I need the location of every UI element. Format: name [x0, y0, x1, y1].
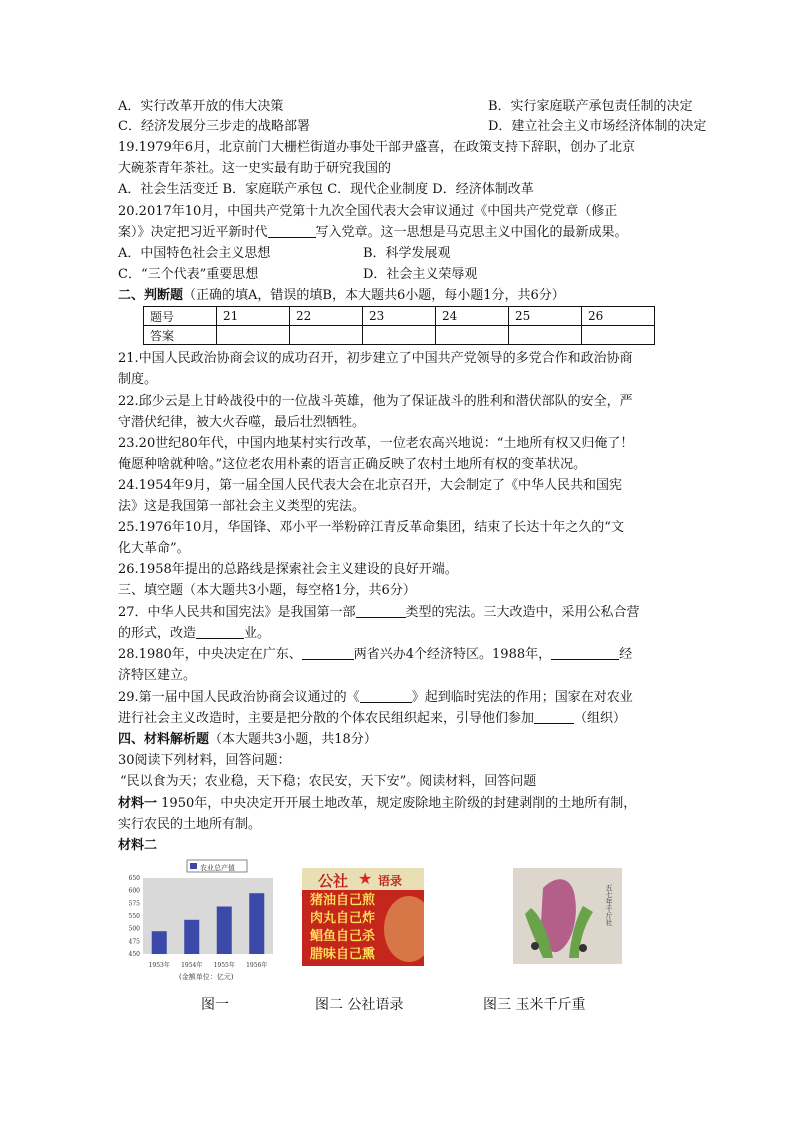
table-cell: 22	[290, 307, 363, 326]
legend-swatch	[190, 863, 197, 869]
q20-text-pre: 案）》决定把习近平新时代	[118, 225, 268, 240]
blank	[534, 710, 574, 724]
commune-poster-image	[302, 868, 424, 966]
x-axis-labels	[149, 961, 268, 969]
answer-cell[interactable]	[217, 326, 290, 345]
q27-text-pre: 27．中华人民共和国宪法》是我国第一部	[118, 605, 356, 620]
y-tick-label: 600	[128, 887, 140, 895]
option-d: D．建立社会主义市场经济体制的决定	[488, 119, 707, 134]
option-d: D．社会主义荣辱观	[363, 267, 478, 282]
answer-cell[interactable]	[509, 326, 582, 345]
blank	[551, 646, 619, 660]
poster-line: 猪油自己煎	[310, 893, 376, 908]
q21-line2: 制度。	[118, 372, 158, 387]
q18-options-row2	[118, 117, 707, 136]
section-title: 四、材料解析题	[118, 732, 210, 747]
bar	[184, 920, 199, 954]
q28-line2: 济特区建立。	[118, 668, 197, 683]
q28-text-mid: 两省兴办4个经济特区。1988年，	[353, 647, 552, 662]
q24-line2: 法》这是我国第一部社会主义类型的宪法。	[118, 499, 366, 514]
q29-text-post: （组织）	[574, 711, 627, 726]
q26-line: 26.1958年提出的总路线是探索社会主义建设的良好开端。	[118, 562, 458, 577]
q27-text-post: 类型的宪法。三大改造中，采用公私合营	[405, 605, 640, 620]
bar	[152, 931, 167, 954]
q24-line1: 24.1954年9月，第一届全国人民代表大会在北京召开，大会制定了《中华人民共和国宪	[118, 478, 623, 493]
q23-line2: 俺愿种啥就种啥。”这位老农用朴素的语言正确反映了农村土地所有权的变革状况。	[118, 457, 587, 472]
q27-text-pre: 的形式，改造	[118, 626, 197, 641]
table-row	[144, 307, 655, 326]
table-cell: 21	[217, 307, 290, 326]
q20-line1: 20.2017年10月，中国共产党第十九次全国代表大会审议通过《中国共产党党章（修正	[118, 204, 618, 219]
poster-line: 鲳鱼自己杀	[310, 929, 376, 944]
q20-line2	[118, 223, 628, 242]
option-c: C．经济发展分三步走的战略部署	[118, 119, 310, 134]
q22-line2: 守潜伏纪律，被大火吞噬，最后壮烈牺牲。	[118, 415, 366, 430]
q21-line1: 21.中国人民政治协商会议的成功召开，初步建立了中国共产党领导的多党合作和政治协商	[118, 351, 633, 366]
section-note: （本大题共3小题，共18分）	[209, 732, 377, 747]
blank	[196, 625, 244, 639]
answer-cell[interactable]	[290, 326, 363, 345]
option-b: B．实行家庭联产承包责任制的决定	[488, 99, 693, 114]
q27-line2	[118, 624, 270, 643]
quote-line: “民以食为天；农业稳，天下稳；农民安，天下安”。阅读材料，回答问题	[120, 774, 537, 789]
y-tick-label: 575	[128, 900, 140, 908]
q20-text-post: 写入党章。这一思想是马克思主义中国化的最新成果。	[315, 225, 628, 240]
answer-cell[interactable]	[436, 326, 509, 345]
x-tick-label: 1954年	[181, 962, 203, 969]
q19-line1: 19.1979年6月，北京前门大栅栏街道办事处干部尹盛喜，在政策支持下辞职，创办了北京	[118, 140, 636, 155]
y-tick-label: 450	[128, 951, 140, 958]
figure-2-caption: 图二 公社语录	[315, 997, 404, 1013]
y-axis-ticks	[129, 875, 141, 958]
farmer-figure	[579, 944, 587, 952]
material-1-line2: 实行农民的土地所有制。	[118, 817, 262, 832]
y-tick-label: 500	[128, 925, 140, 933]
table-cell: 25	[509, 307, 582, 326]
poster-header	[302, 868, 424, 890]
q28-text-post: 经	[619, 647, 633, 662]
answer-cell[interactable]	[582, 326, 655, 345]
farmer-figure	[531, 942, 539, 950]
painting-inscription: 五七年千斤社	[605, 884, 613, 926]
q25-line1: 25.1976年10月，华国锋、邓小平一举粉碎江青反革命集团，结束了长达十年之久的“文	[118, 520, 624, 535]
section-title: 二、判断题	[118, 288, 184, 303]
blank	[356, 604, 406, 618]
option-a: A．中国特色社会主义思想	[118, 246, 271, 261]
poster-line: 肉丸自己炸	[310, 911, 376, 926]
legend-label: 农业总产值	[200, 864, 235, 872]
material-1-line1	[118, 794, 636, 813]
section-2-heading	[118, 286, 565, 305]
decorative-figure	[384, 896, 424, 962]
q19-line2: 大碗茶青年茶社。这一史实最有助于研究我国的	[118, 161, 392, 176]
material-2-label: 材料二	[118, 838, 158, 853]
q28-line1	[118, 645, 632, 664]
table-cell: 题号	[144, 307, 217, 326]
q30-line: 30阅读下列材料，回答问题：	[118, 753, 291, 768]
q18-options-row1	[118, 97, 693, 116]
q27-line1	[118, 603, 640, 622]
section-3-heading: 三、填空题（本大题共3小题，每空格1分，共6分）	[118, 583, 416, 598]
blank	[302, 646, 354, 660]
table-cell: 24	[436, 307, 509, 326]
y-tick-label: 475	[128, 938, 140, 946]
blank	[268, 224, 316, 238]
x-tick-label: 1955年	[213, 962, 235, 969]
section-4-heading	[118, 730, 377, 749]
corn-painting-image	[513, 868, 622, 964]
q23-line1: 23.20世纪80年代，中国内地某村实行改革，一位老农高兴地说：“土地所有权又归俺了！	[118, 436, 634, 451]
table-cell: 答案	[144, 326, 217, 345]
material-label: 材料一	[118, 796, 158, 811]
bar	[217, 907, 232, 955]
poster-body	[302, 890, 424, 966]
q20-options-row2	[118, 265, 478, 284]
table-cell: 26	[582, 307, 655, 326]
q29-line1	[118, 688, 633, 707]
figure-1-caption: 图一	[201, 997, 229, 1013]
figure-3-caption: 图三 玉米千斤重	[483, 997, 586, 1013]
x-tick-label: 1953年	[148, 962, 170, 969]
q28-text-pre: 28.1980年，中央决定在广东、	[118, 647, 302, 662]
section-note: （正确的填A，错误的填B，本大题共6小题，每小题1分，共6分）	[183, 288, 565, 303]
poster-line: 腊味自己熏	[310, 947, 376, 962]
q20-options-row1	[118, 244, 451, 263]
blank	[360, 689, 412, 703]
q25-line2: 化大革命”。	[118, 541, 190, 556]
answer-table	[143, 306, 655, 345]
option-b: B．科学发展观	[363, 246, 451, 261]
star-icon: ★	[358, 869, 373, 888]
q22-line1: 22.邱少云是上甘岭战役中的一位战斗英雄，他为了保证战斗的胜利和潜伏部队的安全，严	[118, 394, 633, 409]
y-tick-label: 650	[128, 875, 140, 882]
option-c: C．“三个代表”重要思想	[118, 267, 259, 282]
table-cell: 23	[363, 307, 436, 326]
q29-text-pre: 进行社会主义改造时，主要是把分散的个体农民组织起来，引导他们参加	[118, 711, 535, 726]
bar	[249, 893, 264, 954]
poster-title: 语录	[378, 874, 403, 888]
unit-note: (金额单位：亿元)	[179, 973, 234, 981]
q19-options: A．社会生活变迁 B．家庭联产承包 C．现代企业制度 D．经济体制改革	[118, 182, 534, 197]
q27-text-post: 业。	[244, 626, 271, 641]
q29-text-pre: 29.第一届中国人民政治协商会议通过的《	[118, 690, 360, 705]
y-tick-label: 550	[128, 913, 140, 920]
poster-title: 公社	[318, 872, 349, 890]
answer-cell[interactable]	[363, 326, 436, 345]
table-row	[144, 326, 655, 345]
output-bar-chart	[117, 858, 277, 983]
option-a: A．实行改革开放的伟大决策	[118, 99, 284, 114]
poster-text	[310, 892, 375, 964]
q29-line2	[118, 709, 626, 728]
material-text: 1950年，中央决定开开展土地改革，规定废除地主阶级的封建剥削的土地所有制，	[157, 796, 637, 811]
q29-text-post: 》起到临时宪法的作用；国家在对农业	[411, 690, 633, 705]
x-tick-label: 1956年	[246, 962, 268, 969]
